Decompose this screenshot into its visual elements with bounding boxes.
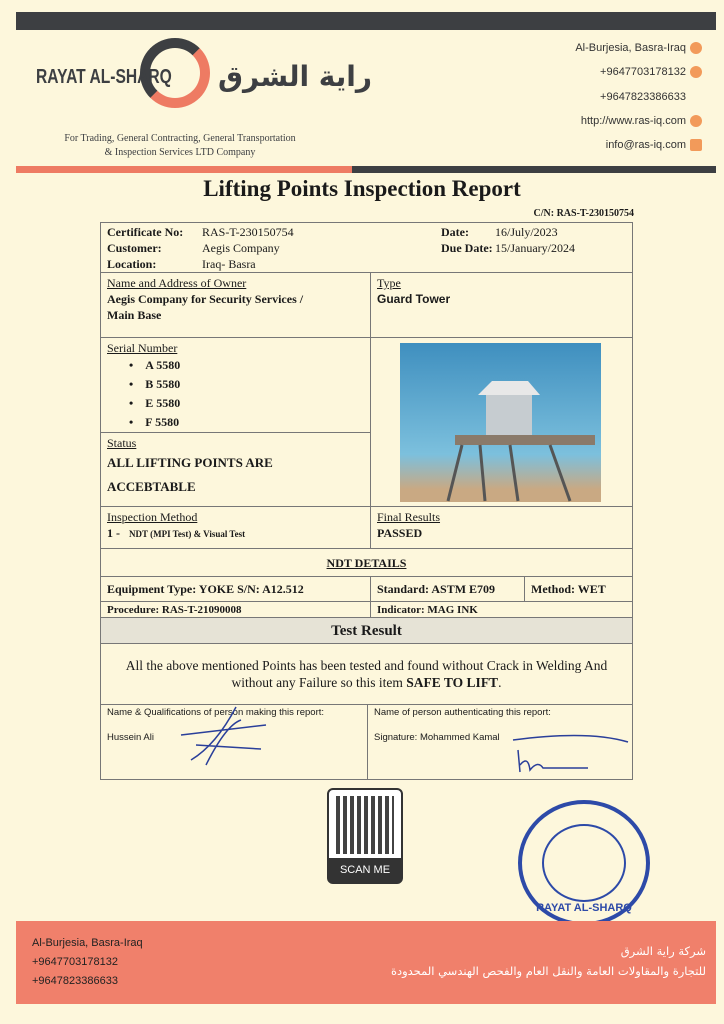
status-value: ACCEBTABLE (107, 479, 196, 494)
final-results-cell (370, 506, 633, 549)
contact-text[interactable]: http://www.ras-iq.com (580, 115, 686, 127)
method-wet: Method: WET (524, 576, 633, 602)
test-result-text: All the above mentioned Points has been tested and found without Crack in Welding And without any Failure so this item SAFE TO LIFT. (100, 643, 633, 705)
phone-icon (690, 66, 702, 78)
signature-maker (176, 705, 286, 775)
procedure: Procedure: RAS-T-21090008 (100, 601, 371, 618)
method-value: NDT (MPI Test) & Visual Test (129, 529, 246, 539)
status-cell (100, 432, 371, 507)
certificate-info (100, 222, 633, 273)
footer-tagline-ar: للتجارة والمقاولات العامة والنقل العام والفحص الهندسي المحدودة (390, 964, 706, 978)
label: Date: (441, 225, 469, 239)
divider-orange (16, 166, 352, 173)
signature-auth (508, 730, 633, 775)
auth-name: Signature: Mohammed Kamal (374, 732, 500, 743)
final-results-label: Final Results (377, 510, 441, 524)
type-value: Guard Tower (377, 292, 451, 306)
indicator: Indicator: MAG INK (370, 601, 633, 618)
location: Iraq- Basra (202, 257, 256, 271)
label: Location: (107, 257, 157, 271)
ndt-details-title: NDT DETAILS (100, 548, 633, 577)
label: Certificate No: (107, 225, 184, 239)
label: Due Date: (441, 241, 493, 255)
contact-email[interactable] (606, 139, 702, 151)
certificate-no: RAS-T-230150754 (202, 225, 294, 239)
maker-label: Name & Qualifications of person making this report: (107, 707, 325, 718)
guard-tower-photo (400, 343, 601, 502)
auth-cell (367, 704, 633, 780)
serial-item: • E 5580 (129, 396, 181, 410)
owner-value: Main Base (107, 308, 162, 322)
serial-cell (100, 337, 371, 433)
owner-value: Aegis Company for Security Services / (107, 292, 304, 306)
tagline (30, 132, 330, 160)
company-stamp (518, 800, 650, 926)
contact-web[interactable] (581, 115, 702, 127)
contact-phone2 (600, 91, 686, 103)
method-number: 1 - (107, 526, 120, 540)
method-label: Inspection Method (107, 510, 198, 524)
standard: Standard: ASTM E709 (370, 576, 525, 602)
method-cell (100, 506, 371, 549)
due-date: 15/January/2024 (495, 241, 575, 255)
footer-company-ar: شركة راية الشرق (620, 944, 706, 958)
page-title: Lifting Points Inspection Report (203, 176, 521, 201)
test-result-title: Test Result (100, 617, 633, 644)
logo-text-en: RAYAT AL-SHARQ (36, 66, 172, 88)
customer: Aegis Company (202, 241, 280, 255)
status-label: Status (107, 436, 137, 450)
contact-text: +9647703178132 (600, 66, 686, 78)
qr-label: SCAN ME (329, 858, 401, 882)
qr-code[interactable] (327, 788, 403, 884)
maker-name: Hussein Ali (107, 732, 154, 743)
stamp-text: RAYAT AL-SHARQ (536, 902, 632, 914)
logo-text-ar: راية الشرق (218, 60, 373, 93)
cn-number: C/N: RAS-T-230150754 (533, 208, 634, 219)
label: Customer: (107, 241, 162, 255)
photo-cell (370, 337, 633, 507)
qr-pattern (336, 796, 394, 854)
footer-bar (16, 921, 716, 1004)
equipment-type: Equipment Type: YOKE S/N: A12.512 (100, 576, 371, 602)
footer-phone: +9647823386633 (32, 975, 118, 987)
type-cell (370, 272, 633, 338)
tagline-line: For Trading, General Contracting, General Transportation (64, 133, 296, 144)
owner-cell (100, 272, 371, 338)
safe-to-lift: SAFE TO LIFT (406, 675, 499, 690)
contact-text[interactable]: info@ras-iq.com (605, 139, 686, 151)
serial-item: • B 5580 (129, 377, 181, 391)
final-results-value: PASSED (377, 526, 423, 540)
status-value: ALL LIFTING POINTS ARE (107, 455, 273, 470)
owner-label: Name and Address of Owner (107, 276, 247, 290)
contact-text: +9647823386633 (600, 91, 686, 103)
type-label: Type (377, 276, 401, 290)
date: 16/July/2023 (495, 225, 558, 239)
contact-phone1 (600, 66, 702, 78)
footer-address: Al-Burjesia, Basra-Iraq (32, 937, 143, 949)
auth-label: Name of person authenticating this report: (374, 707, 551, 718)
test-text-line: All the above mentioned Points has been tested and found without Crack in Welding And (125, 658, 608, 673)
tagline-line: & Inspection Services LTD Company (104, 147, 256, 158)
serial-item: • F 5580 (129, 415, 180, 429)
header-bar (16, 12, 716, 30)
mail-icon (690, 139, 702, 151)
contact-text: Al-Burjesia, Basra-Iraq (575, 42, 686, 54)
web-icon (690, 115, 702, 127)
divider-dark (352, 166, 716, 173)
serial-item: • A 5580 (129, 358, 181, 372)
maker-cell (100, 704, 368, 780)
footer-phone: +9647703178132 (32, 956, 118, 968)
contact-address (575, 42, 702, 54)
location-pin-icon (690, 42, 702, 54)
serial-label: Serial Number (107, 341, 178, 355)
